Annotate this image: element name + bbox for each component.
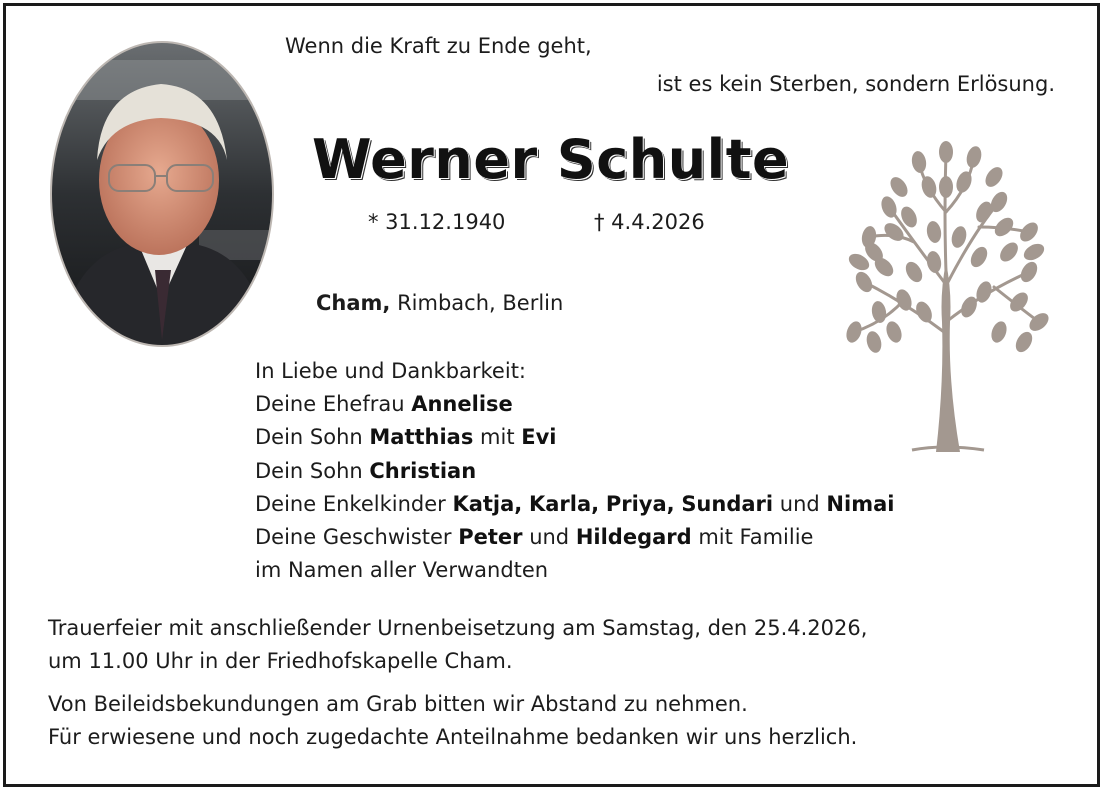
service-info bbox=[48, 612, 867, 678]
place-main: Cham, bbox=[316, 291, 391, 315]
service-line-2: um 11.00 Uhr in der Friedhofskapelle Cham. bbox=[48, 649, 513, 673]
closing-note bbox=[48, 688, 857, 754]
wife-name: Annelise bbox=[411, 392, 513, 417]
closing-line-1: Von Beileidsbekundungen am Grab bitten wir Abstand zu nehmen. bbox=[48, 692, 748, 716]
family-line-grandchildren: Deine Enkelkinder Katja, Karla, Priya, Sundari und Nimai bbox=[255, 491, 895, 516]
places-rest: Rimbach, Berlin bbox=[390, 291, 564, 315]
tree-leaf bbox=[925, 220, 943, 244]
places bbox=[316, 291, 563, 315]
tree-leaf bbox=[844, 319, 865, 344]
portrait-photo bbox=[49, 40, 275, 348]
death-date: † 4.4.2026 bbox=[594, 210, 705, 234]
tree-leaf bbox=[964, 145, 983, 170]
closing-line-2: Für erwiesene und noch zugedachte Anteilnahme bedanken wir uns herzlich. bbox=[48, 725, 858, 749]
deceased-name: Werner Schulte bbox=[312, 128, 790, 191]
tree-trunk bbox=[936, 262, 960, 452]
family-intro: In Liebe und Dankbarkeit: bbox=[255, 359, 527, 383]
tree-icon bbox=[834, 132, 1054, 456]
tree-leaf bbox=[939, 141, 953, 163]
tree-leaf bbox=[1017, 219, 1042, 245]
tree-leaf bbox=[902, 259, 925, 285]
tree-graphic bbox=[844, 141, 1052, 452]
son1-name: Matthias bbox=[369, 425, 474, 450]
son1-partner-name: Evi bbox=[521, 425, 557, 450]
family-line-wife: Deine Ehefrau Annelise bbox=[255, 392, 513, 417]
tree-leaf bbox=[949, 225, 968, 250]
quote-line-1: Wenn die Kraft zu Ende geht, bbox=[285, 34, 592, 58]
tree-leaf bbox=[884, 319, 905, 344]
grandchild-name: Karla, bbox=[528, 491, 600, 516]
tree-leaf bbox=[939, 176, 953, 198]
tree-leaf bbox=[919, 175, 938, 200]
family-line-siblings: Deine Geschwister Peter und Hildegard mit Familie bbox=[255, 525, 814, 550]
family-line-son2: Dein Sohn Christian bbox=[255, 458, 477, 483]
grandchild-name: Sundari bbox=[681, 491, 774, 516]
tree-leaf bbox=[997, 239, 1022, 265]
grandchild-name: Katja, bbox=[452, 491, 523, 516]
grandchild-name: Nimai bbox=[826, 491, 895, 516]
sibling-name: Hildegard bbox=[575, 525, 692, 550]
tree-leaf bbox=[989, 319, 1010, 344]
service-line-1: Trauerfeier mit anschließender Urnenbeisetzung am Samstag, den 25.4.2026, bbox=[48, 616, 868, 640]
tree-leaf bbox=[881, 220, 907, 245]
tree-leaf bbox=[864, 330, 883, 355]
tree-leaf bbox=[870, 300, 888, 324]
tree-leaf bbox=[982, 164, 1006, 190]
tree-leaf bbox=[1021, 240, 1047, 263]
family-list bbox=[255, 355, 894, 587]
family-closing: im Namen aller Verwandten bbox=[255, 558, 549, 583]
family-line-son1: Dein Sohn Matthias mit Evi bbox=[255, 425, 557, 450]
tree-leaf bbox=[1012, 329, 1035, 355]
tree-leaf bbox=[967, 244, 990, 270]
tree-leaf bbox=[925, 250, 943, 274]
son2-name: Christian bbox=[369, 458, 477, 483]
tree-leaf bbox=[958, 294, 980, 320]
quote-line-2: ist es kein Sterben, sondern Erlösung. bbox=[656, 72, 1055, 96]
tree-leaf bbox=[852, 269, 875, 295]
tree-leaf bbox=[1007, 289, 1032, 315]
tree-leaf bbox=[887, 174, 911, 200]
sibling-name: Peter bbox=[458, 525, 523, 550]
birth-date: * 31.12.1940 bbox=[368, 210, 506, 234]
grandchild-name: Priya, bbox=[605, 491, 675, 516]
tree-leaf bbox=[1017, 259, 1040, 285]
tree-leaf bbox=[910, 150, 928, 174]
